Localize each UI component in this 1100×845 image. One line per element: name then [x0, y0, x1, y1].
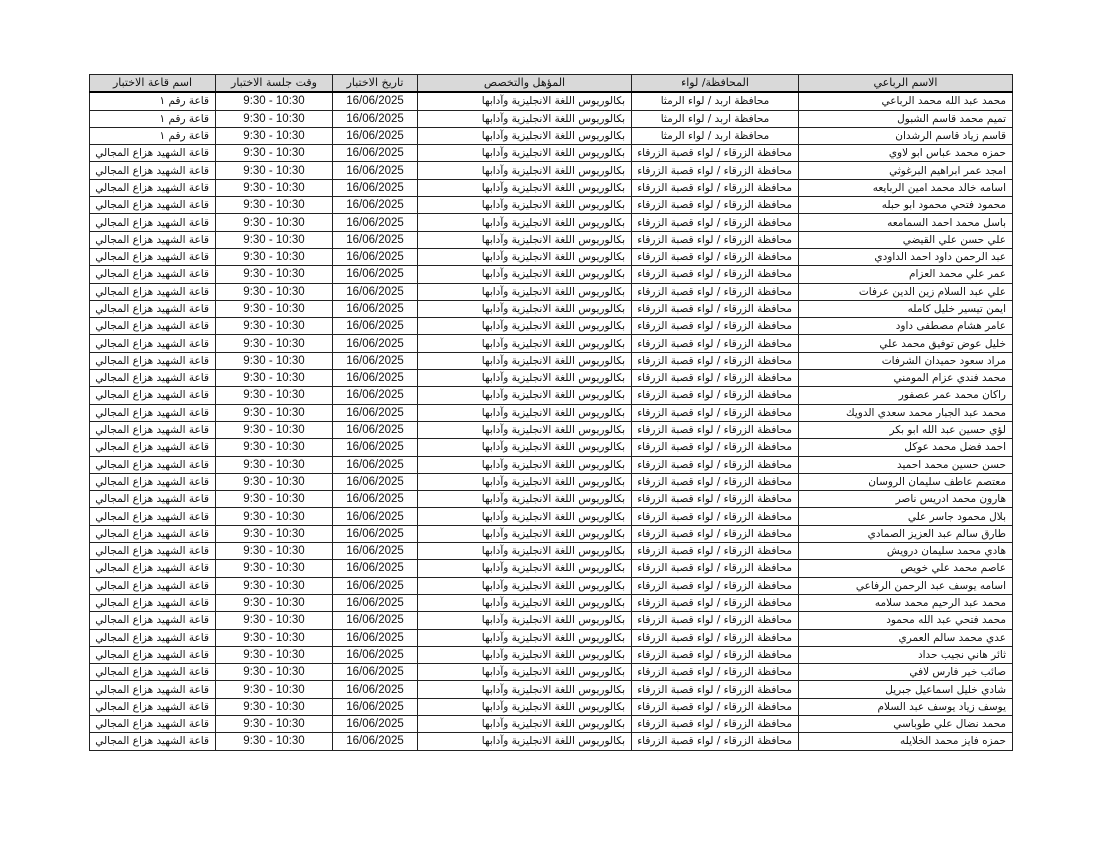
cell-qualification: بكالوريوس اللغة الانجليزية وآدابها [418, 300, 632, 317]
cell-qualification: بكالوريوس اللغة الانجليزية وآدابها [418, 127, 632, 144]
cell-exam-date: 16/06/2025 [333, 612, 418, 629]
cell-qualification: بكالوريوس اللغة الانجليزية وآدابها [418, 681, 632, 698]
cell-exam-date: 16/06/2025 [333, 370, 418, 387]
cell-name: حمزه فايز محمد الخلايله [799, 733, 1013, 750]
header-hall: اسم قاعة الاختبار [90, 75, 216, 93]
cell-session-time: 9:30 - 10:30 [216, 266, 333, 283]
cell-hall: قاعة الشهيد هزاع المجالي [90, 162, 216, 179]
cell-name: محمد عبد الجبار محمد سعدي الدويك [799, 404, 1013, 421]
cell-qualification: بكالوريوس اللغة الانجليزية وآدابها [418, 733, 632, 750]
table-row [90, 629, 1013, 646]
cell-hall: قاعة الشهيد هزاع المجالي [90, 266, 216, 283]
cell-governorate: محافظة الزرقاء / لواء قصبة الزرقاء [632, 283, 799, 300]
cell-hall: قاعة الشهيد هزاع المجالي [90, 335, 216, 352]
cell-qualification: بكالوريوس اللغة الانجليزية وآدابها [418, 214, 632, 231]
table-row [90, 577, 1013, 594]
cell-qualification: بكالوريوس اللغة الانجليزية وآدابها [418, 698, 632, 715]
cell-qualification: بكالوريوس اللغة الانجليزية وآدابها [418, 110, 632, 127]
cell-name: اسامه يوسف عبد الرحمن الرفاعي [799, 577, 1013, 594]
cell-hall: قاعة الشهيد هزاع المجالي [90, 629, 216, 646]
cell-governorate: محافظة الزرقاء / لواء قصبة الزرقاء [632, 594, 799, 611]
cell-hall: قاعة الشهيد هزاع المجالي [90, 300, 216, 317]
cell-governorate: محافظة الزرقاء / لواء قصبة الزرقاء [632, 508, 799, 525]
cell-hall: قاعة الشهيد هزاع المجالي [90, 681, 216, 698]
table-row [90, 162, 1013, 179]
cell-governorate: محافظة الزرقاء / لواء قصبة الزرقاء [632, 456, 799, 473]
cell-governorate: محافظة الزرقاء / لواء قصبة الزرقاء [632, 300, 799, 317]
cell-governorate: محافظة الزرقاء / لواء قصبة الزرقاء [632, 733, 799, 750]
cell-exam-date: 16/06/2025 [333, 560, 418, 577]
table-row [90, 404, 1013, 421]
table-row [90, 318, 1013, 335]
cell-exam-date: 16/06/2025 [333, 715, 418, 732]
cell-session-time: 9:30 - 10:30 [216, 127, 333, 144]
cell-exam-date: 16/06/2025 [333, 629, 418, 646]
header-exam-date: تاريخ الاختبار [333, 75, 418, 93]
cell-session-time: 9:30 - 10:30 [216, 318, 333, 335]
cell-exam-date: 16/06/2025 [333, 664, 418, 681]
table-row [90, 370, 1013, 387]
cell-name: لؤي حسين عبد الله ابو بكر [799, 421, 1013, 438]
cell-name: عامر هشام مصطفى داود [799, 318, 1013, 335]
cell-exam-date: 16/06/2025 [333, 266, 418, 283]
cell-governorate: محافظة الزرقاء / لواء قصبة الزرقاء [632, 214, 799, 231]
cell-session-time: 9:30 - 10:30 [216, 231, 333, 248]
cell-exam-date: 16/06/2025 [333, 456, 418, 473]
cell-session-time: 9:30 - 10:30 [216, 404, 333, 421]
cell-qualification: بكالوريوس اللغة الانجليزية وآدابها [418, 594, 632, 611]
cell-qualification: بكالوريوس اللغة الانجليزية وآدابها [418, 179, 632, 196]
cell-session-time: 9:30 - 10:30 [216, 300, 333, 317]
cell-name: امجد عمر ابراهيم البرغوثي [799, 162, 1013, 179]
table-row [90, 92, 1013, 110]
cell-exam-date: 16/06/2025 [333, 404, 418, 421]
table-row [90, 387, 1013, 404]
cell-session-time: 9:30 - 10:30 [216, 577, 333, 594]
cell-qualification: بكالوريوس اللغة الانجليزية وآدابها [418, 370, 632, 387]
cell-qualification: بكالوريوس اللغة الانجليزية وآدابها [418, 525, 632, 542]
cell-qualification: بكالوريوس اللغة الانجليزية وآدابها [418, 421, 632, 438]
cell-exam-date: 16/06/2025 [333, 387, 418, 404]
cell-hall: قاعة الشهيد هزاع المجالي [90, 387, 216, 404]
cell-exam-date: 16/06/2025 [333, 698, 418, 715]
cell-session-time: 9:30 - 10:30 [216, 162, 333, 179]
cell-qualification: بكالوريوس اللغة الانجليزية وآدابها [418, 715, 632, 732]
cell-exam-date: 16/06/2025 [333, 110, 418, 127]
cell-governorate: محافظة الزرقاء / لواء قصبة الزرقاء [632, 577, 799, 594]
cell-qualification: بكالوريوس اللغة الانجليزية وآدابها [418, 352, 632, 369]
cell-governorate: محافظة الزرقاء / لواء قصبة الزرقاء [632, 491, 799, 508]
cell-governorate: محافظة الزرقاء / لواء قصبة الزرقاء [632, 664, 799, 681]
table-row [90, 352, 1013, 369]
cell-qualification: بكالوريوس اللغة الانجليزية وآدابها [418, 318, 632, 335]
cell-governorate: محافظة الزرقاء / لواء قصبة الزرقاء [632, 404, 799, 421]
cell-hall: قاعة الشهيد هزاع المجالي [90, 594, 216, 611]
table-row [90, 231, 1013, 248]
table-row [90, 543, 1013, 560]
cell-session-time: 9:30 - 10:30 [216, 283, 333, 300]
cell-exam-date: 16/06/2025 [333, 473, 418, 490]
cell-hall: قاعة الشهيد هزاع المجالي [90, 508, 216, 525]
cell-exam-date: 16/06/2025 [333, 318, 418, 335]
cell-governorate: محافظة الزرقاء / لواء قصبة الزرقاء [632, 715, 799, 732]
cell-hall: قاعة الشهيد هزاع المجالي [90, 145, 216, 162]
cell-name: صائب خير فارس لافي [799, 664, 1013, 681]
cell-exam-date: 16/06/2025 [333, 335, 418, 352]
cell-session-time: 9:30 - 10:30 [216, 110, 333, 127]
cell-hall: قاعة رقم ١ [90, 92, 216, 110]
cell-hall: قاعة الشهيد هزاع المجالي [90, 248, 216, 265]
table-row [90, 214, 1013, 231]
cell-governorate: محافظة الزرقاء / لواء قصبة الزرقاء [632, 681, 799, 698]
cell-hall: قاعة الشهيد هزاع المجالي [90, 715, 216, 732]
cell-name: عبد الرحمن داود احمد الداودي [799, 248, 1013, 265]
cell-name: قاسم زياد قاسم الرشدان [799, 127, 1013, 144]
cell-governorate: محافظة اربد / لواء الرمثا [632, 92, 799, 110]
cell-exam-date: 16/06/2025 [333, 283, 418, 300]
cell-qualification: بكالوريوس اللغة الانجليزية وآدابها [418, 404, 632, 421]
cell-session-time: 9:30 - 10:30 [216, 145, 333, 162]
cell-session-time: 9:30 - 10:30 [216, 197, 333, 214]
cell-name: هارون محمد ادريس ناصر [799, 491, 1013, 508]
cell-governorate: محافظة الزرقاء / لواء قصبة الزرقاء [632, 162, 799, 179]
cell-hall: قاعة الشهيد هزاع المجالي [90, 733, 216, 750]
cell-qualification: بكالوريوس اللغة الانجليزية وآدابها [418, 612, 632, 629]
cell-name: ثائر هاني نجيب حداد [799, 646, 1013, 663]
table-row [90, 283, 1013, 300]
cell-session-time: 9:30 - 10:30 [216, 439, 333, 456]
cell-hall: قاعة الشهيد هزاع المجالي [90, 179, 216, 196]
cell-hall: قاعة الشهيد هزاع المجالي [90, 404, 216, 421]
cell-qualification: بكالوريوس اللغة الانجليزية وآدابها [418, 248, 632, 265]
cell-hall: قاعة الشهيد هزاع المجالي [90, 352, 216, 369]
cell-governorate: محافظة الزرقاء / لواء قصبة الزرقاء [632, 646, 799, 663]
cell-governorate: محافظة الزرقاء / لواء قصبة الزرقاء [632, 370, 799, 387]
cell-exam-date: 16/06/2025 [333, 594, 418, 611]
cell-governorate: محافظة الزرقاء / لواء قصبة الزرقاء [632, 698, 799, 715]
cell-qualification: بكالوريوس اللغة الانجليزية وآدابها [418, 560, 632, 577]
cell-session-time: 9:30 - 10:30 [216, 387, 333, 404]
table-row [90, 473, 1013, 490]
cell-qualification: بكالوريوس اللغة الانجليزية وآدابها [418, 266, 632, 283]
cell-exam-date: 16/06/2025 [333, 577, 418, 594]
cell-governorate: محافظة الزرقاء / لواء قصبة الزرقاء [632, 231, 799, 248]
cell-hall: قاعة الشهيد هزاع المجالي [90, 646, 216, 663]
cell-qualification: بكالوريوس اللغة الانجليزية وآدابها [418, 231, 632, 248]
cell-name: راكان محمد عمر عصفور [799, 387, 1013, 404]
cell-qualification: بكالوريوس اللغة الانجليزية وآدابها [418, 197, 632, 214]
cell-exam-date: 16/06/2025 [333, 214, 418, 231]
cell-session-time: 9:30 - 10:30 [216, 664, 333, 681]
cell-exam-date: 16/06/2025 [333, 352, 418, 369]
cell-name: احمد فضل محمد عوكل [799, 439, 1013, 456]
cell-governorate: محافظة اربد / لواء الرمثا [632, 110, 799, 127]
cell-name: هادي محمد سليمان درويش [799, 543, 1013, 560]
table-row [90, 508, 1013, 525]
cell-governorate: محافظة الزرقاء / لواء قصبة الزرقاء [632, 560, 799, 577]
cell-governorate: محافظة اربد / لواء الرمثا [632, 127, 799, 144]
cell-name: حمزه محمد عباس ابو لاوي [799, 145, 1013, 162]
cell-session-time: 9:30 - 10:30 [216, 629, 333, 646]
table-row [90, 266, 1013, 283]
header-name: الاسم الرباعي [799, 75, 1013, 93]
cell-name: طارق سالم عبد العزيز الصمادي [799, 525, 1013, 542]
cell-qualification: بكالوريوس اللغة الانجليزية وآدابها [418, 473, 632, 490]
cell-governorate: محافظة الزرقاء / لواء قصبة الزرقاء [632, 439, 799, 456]
cell-hall: قاعة الشهيد هزاع المجالي [90, 214, 216, 231]
cell-hall: قاعة الشهيد هزاع المجالي [90, 370, 216, 387]
cell-name: محمود فتحي محمود ابو حبله [799, 197, 1013, 214]
table-row [90, 664, 1013, 681]
header-qualification: المؤهل والتخصص [418, 75, 632, 93]
cell-governorate: محافظة الزرقاء / لواء قصبة الزرقاء [632, 266, 799, 283]
cell-session-time: 9:30 - 10:30 [216, 92, 333, 110]
cell-governorate: محافظة الزرقاء / لواء قصبة الزرقاء [632, 179, 799, 196]
cell-session-time: 9:30 - 10:30 [216, 473, 333, 490]
table-row [90, 594, 1013, 611]
table-row [90, 110, 1013, 127]
cell-name: بلال محمود جاسر علي [799, 508, 1013, 525]
table-row [90, 456, 1013, 473]
cell-name: محمد فتحي عبد الله محمود [799, 612, 1013, 629]
cell-session-time: 9:30 - 10:30 [216, 715, 333, 732]
table-row [90, 491, 1013, 508]
header-session-time: وقت جلسة الاختبار [216, 75, 333, 93]
cell-governorate: محافظة الزرقاء / لواء قصبة الزرقاء [632, 145, 799, 162]
cell-session-time: 9:30 - 10:30 [216, 525, 333, 542]
cell-qualification: بكالوريوس اللغة الانجليزية وآدابها [418, 491, 632, 508]
cell-session-time: 9:30 - 10:30 [216, 370, 333, 387]
cell-session-time: 9:30 - 10:30 [216, 214, 333, 231]
cell-session-time: 9:30 - 10:30 [216, 456, 333, 473]
cell-exam-date: 16/06/2025 [333, 197, 418, 214]
exam-schedule-table [89, 74, 1013, 751]
cell-session-time: 9:30 - 10:30 [216, 681, 333, 698]
table-row [90, 733, 1013, 750]
cell-hall: قاعة الشهيد هزاع المجالي [90, 318, 216, 335]
cell-qualification: بكالوريوس اللغة الانجليزية وآدابها [418, 92, 632, 110]
cell-governorate: محافظة الزرقاء / لواء قصبة الزرقاء [632, 248, 799, 265]
cell-name: علي حسن علي القيضي [799, 231, 1013, 248]
cell-qualification: بكالوريوس اللغة الانجليزية وآدابها [418, 387, 632, 404]
table-row [90, 197, 1013, 214]
table-row [90, 560, 1013, 577]
cell-hall: قاعة الشهيد هزاع المجالي [90, 577, 216, 594]
cell-name: حسن حسين محمد احميد [799, 456, 1013, 473]
cell-governorate: محافظة الزرقاء / لواء قصبة الزرقاء [632, 421, 799, 438]
cell-exam-date: 16/06/2025 [333, 439, 418, 456]
cell-exam-date: 16/06/2025 [333, 681, 418, 698]
cell-session-time: 9:30 - 10:30 [216, 248, 333, 265]
cell-exam-date: 16/06/2025 [333, 145, 418, 162]
cell-hall: قاعة الشهيد هزاع المجالي [90, 664, 216, 681]
header-row [90, 75, 1013, 93]
cell-hall: قاعة رقم ١ [90, 110, 216, 127]
cell-governorate: محافظة الزرقاء / لواء قصبة الزرقاء [632, 629, 799, 646]
cell-exam-date: 16/06/2025 [333, 646, 418, 663]
cell-governorate: محافظة الزرقاء / لواء قصبة الزرقاء [632, 352, 799, 369]
cell-name: عاصم محمد علي خويص [799, 560, 1013, 577]
cell-governorate: محافظة الزرقاء / لواء قصبة الزرقاء [632, 473, 799, 490]
cell-exam-date: 16/06/2025 [333, 127, 418, 144]
cell-session-time: 9:30 - 10:30 [216, 560, 333, 577]
table-row [90, 715, 1013, 732]
cell-name: اسامه خالد محمد امين الربايعه [799, 179, 1013, 196]
cell-qualification: بكالوريوس اللغة الانجليزية وآدابها [418, 283, 632, 300]
cell-hall: قاعة رقم ١ [90, 127, 216, 144]
table-row [90, 127, 1013, 144]
cell-governorate: محافظة الزرقاء / لواء قصبة الزرقاء [632, 543, 799, 560]
cell-exam-date: 16/06/2025 [333, 421, 418, 438]
table-row [90, 646, 1013, 663]
cell-exam-date: 16/06/2025 [333, 92, 418, 110]
cell-qualification: بكالوريوس اللغة الانجليزية وآدابها [418, 629, 632, 646]
cell-exam-date: 16/06/2025 [333, 491, 418, 508]
cell-session-time: 9:30 - 10:30 [216, 491, 333, 508]
cell-qualification: بكالوريوس اللغة الانجليزية وآدابها [418, 646, 632, 663]
cell-qualification: بكالوريوس اللغة الانجليزية وآدابها [418, 145, 632, 162]
cell-exam-date: 16/06/2025 [333, 248, 418, 265]
cell-hall: قاعة الشهيد هزاع المجالي [90, 456, 216, 473]
cell-qualification: بكالوريوس اللغة الانجليزية وآدابها [418, 508, 632, 525]
table-row [90, 145, 1013, 162]
cell-qualification: بكالوريوس اللغة الانجليزية وآدابها [418, 335, 632, 352]
cell-hall: قاعة الشهيد هزاع المجالي [90, 197, 216, 214]
cell-name: عدي محمد سالم العمري [799, 629, 1013, 646]
cell-hall: قاعة الشهيد هزاع المجالي [90, 612, 216, 629]
cell-exam-date: 16/06/2025 [333, 300, 418, 317]
cell-name: محمد عبد الله محمد الرباعي [799, 92, 1013, 110]
cell-hall: قاعة الشهيد هزاع المجالي [90, 439, 216, 456]
cell-qualification: بكالوريوس اللغة الانجليزية وآدابها [418, 664, 632, 681]
cell-qualification: بكالوريوس اللغة الانجليزية وآدابها [418, 439, 632, 456]
cell-session-time: 9:30 - 10:30 [216, 698, 333, 715]
cell-session-time: 9:30 - 10:30 [216, 612, 333, 629]
cell-qualification: بكالوريوس اللغة الانجليزية وآدابها [418, 543, 632, 560]
cell-qualification: بكالوريوس اللغة الانجليزية وآدابها [418, 456, 632, 473]
cell-name: معتصم عاطف سليمان الروسان [799, 473, 1013, 490]
cell-name: مراد سعود حميدان الشرفات [799, 352, 1013, 369]
table-header [90, 75, 1013, 93]
cell-exam-date: 16/06/2025 [333, 733, 418, 750]
cell-session-time: 9:30 - 10:30 [216, 352, 333, 369]
cell-governorate: محافظة الزرقاء / لواء قصبة الزرقاء [632, 335, 799, 352]
table-row [90, 335, 1013, 352]
cell-session-time: 9:30 - 10:30 [216, 335, 333, 352]
cell-governorate: محافظة الزرقاء / لواء قصبة الزرقاء [632, 525, 799, 542]
cell-name: محمد فندي عزام المومني [799, 370, 1013, 387]
table-row [90, 248, 1013, 265]
cell-hall: قاعة الشهيد هزاع المجالي [90, 421, 216, 438]
cell-session-time: 9:30 - 10:30 [216, 594, 333, 611]
cell-governorate: محافظة الزرقاء / لواء قصبة الزرقاء [632, 197, 799, 214]
table-row [90, 525, 1013, 542]
cell-hall: قاعة الشهيد هزاع المجالي [90, 473, 216, 490]
cell-exam-date: 16/06/2025 [333, 162, 418, 179]
table-body [90, 92, 1013, 750]
header-governorate: المحافظة/ لواء [632, 75, 799, 93]
cell-session-time: 9:30 - 10:30 [216, 179, 333, 196]
cell-name: محمد عبد الرحيم محمد سلامه [799, 594, 1013, 611]
cell-exam-date: 16/06/2025 [333, 179, 418, 196]
cell-name: تميم محمد قاسم الشبول [799, 110, 1013, 127]
table-row [90, 421, 1013, 438]
cell-name: محمد نضال علي طوباسي [799, 715, 1013, 732]
table-row [90, 179, 1013, 196]
cell-governorate: محافظة الزرقاء / لواء قصبة الزرقاء [632, 612, 799, 629]
cell-name: خليل عوض توفيق محمد علي [799, 335, 1013, 352]
cell-name: عمر علي محمد العزام [799, 266, 1013, 283]
cell-governorate: محافظة الزرقاء / لواء قصبة الزرقاء [632, 318, 799, 335]
cell-session-time: 9:30 - 10:30 [216, 421, 333, 438]
cell-hall: قاعة الشهيد هزاع المجالي [90, 525, 216, 542]
cell-session-time: 9:30 - 10:30 [216, 733, 333, 750]
cell-hall: قاعة الشهيد هزاع المجالي [90, 231, 216, 248]
cell-hall: قاعة الشهيد هزاع المجالي [90, 543, 216, 560]
cell-name: باسل محمد احمد السمامعه [799, 214, 1013, 231]
table-row [90, 300, 1013, 317]
table-row [90, 681, 1013, 698]
cell-name: يوسف زياد يوسف عبد السلام [799, 698, 1013, 715]
cell-name: شادي خليل اسماعيل جبريل [799, 681, 1013, 698]
cell-hall: قاعة الشهيد هزاع المجالي [90, 491, 216, 508]
cell-hall: قاعة الشهيد هزاع المجالي [90, 283, 216, 300]
cell-qualification: بكالوريوس اللغة الانجليزية وآدابها [418, 162, 632, 179]
cell-hall: قاعة الشهيد هزاع المجالي [90, 698, 216, 715]
table-row [90, 698, 1013, 715]
cell-exam-date: 16/06/2025 [333, 508, 418, 525]
cell-exam-date: 16/06/2025 [333, 525, 418, 542]
cell-qualification: بكالوريوس اللغة الانجليزية وآدابها [418, 577, 632, 594]
cell-hall: قاعة الشهيد هزاع المجالي [90, 560, 216, 577]
cell-name: علي عبد السلام زين الدين عرفات [799, 283, 1013, 300]
cell-exam-date: 16/06/2025 [333, 543, 418, 560]
cell-session-time: 9:30 - 10:30 [216, 508, 333, 525]
cell-exam-date: 16/06/2025 [333, 231, 418, 248]
cell-session-time: 9:30 - 10:30 [216, 543, 333, 560]
cell-name: ايمن تيسير خليل كامله [799, 300, 1013, 317]
cell-governorate: محافظة الزرقاء / لواء قصبة الزرقاء [632, 387, 799, 404]
table-row [90, 612, 1013, 629]
cell-session-time: 9:30 - 10:30 [216, 646, 333, 663]
table-row [90, 439, 1013, 456]
